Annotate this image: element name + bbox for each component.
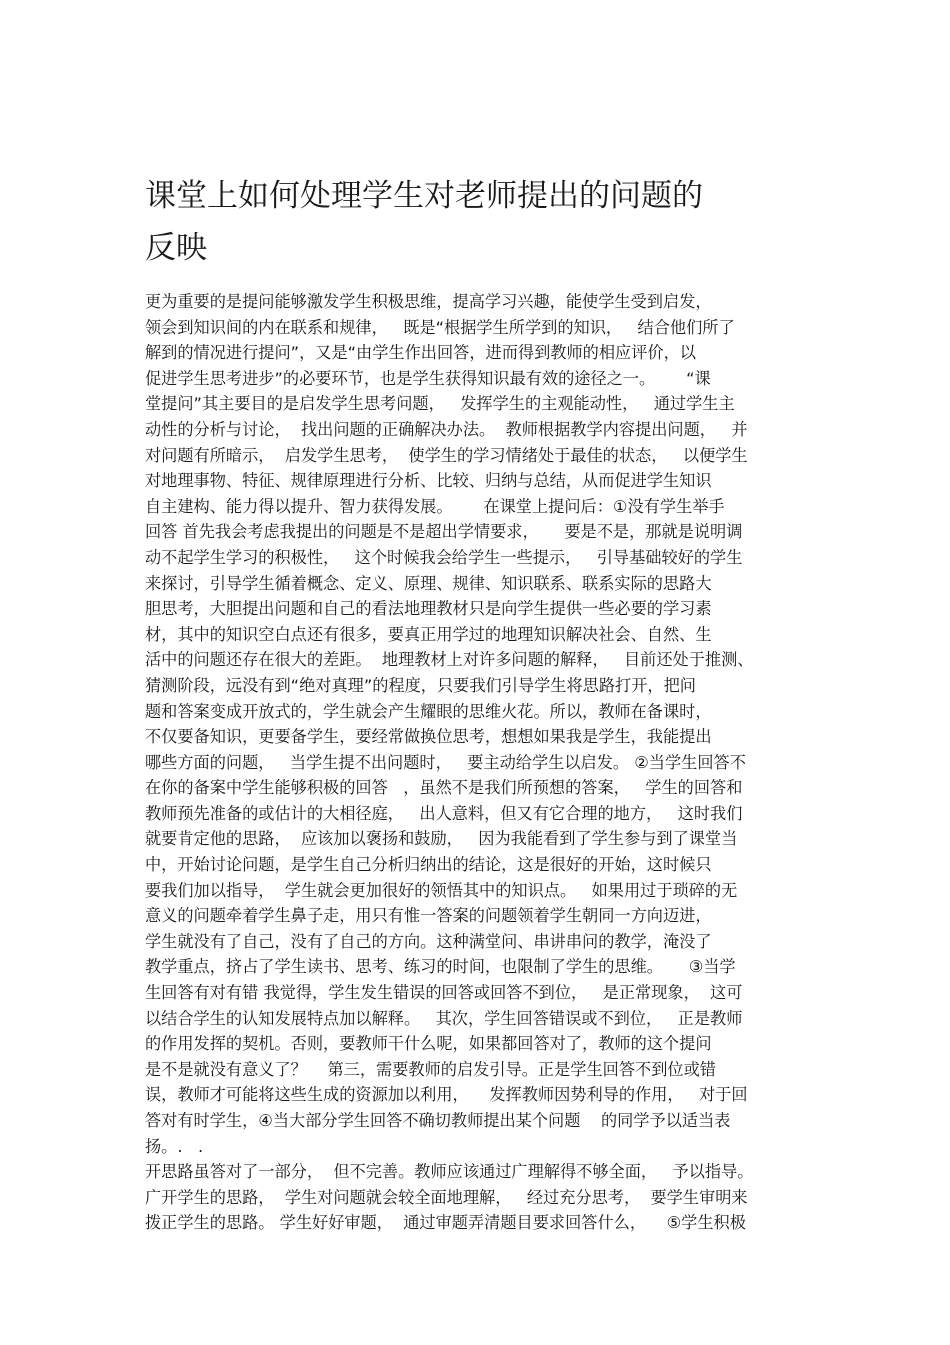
body-line: 来探讨，引导学生循着概念、定义、原理、规律、知识联系、联系实际的思路大 [145, 573, 712, 593]
body-line: 领会到知识间的内在联系和规律， 既是“根据学生所学到的知识， 结合他们所了 [145, 317, 735, 337]
body-line: 意义的问题牵着学生鼻子走，用只有惟一答案的问题领着学生朝同一方向迈进， [145, 906, 712, 926]
body-line: 更为重要的是提问能够激发学生积极思维，提高学习兴趣，能使学生受到启发， [145, 292, 712, 311]
body-line: 回答 首先我会考虑我提出的问题是不是超出学情要求， 要是不是，那就是说明调 [145, 522, 743, 542]
body-line: 的作用发挥的契机。否则，要教师干什么呢，如果都回答对了，教师的这个提问 [145, 1034, 712, 1054]
title-line: 反映 [145, 230, 207, 266]
body-line: 对问题有所暗示， 启发学生思考， 使学生的学习情绪处于最佳的状态， 以便学生 [145, 445, 748, 465]
body-line: 解到的情况进行提问”，又是“由学生作出回答，进而得到教师的相应评价，以 [145, 343, 696, 363]
body-line: 广开学生的思路， 学生对问题就会较全面地理解， 经过充分思考， 要学生审明来 [145, 1187, 748, 1207]
title-line: 课堂上如何处理学生对老师提出的问题的 [145, 178, 703, 214]
body-line: 扬。. . [145, 1136, 204, 1156]
body-line: 哪些方面的问题， 当学生提不出问题时， 要主动给学生以启发。 ②当学生回答不 [145, 752, 746, 772]
body-line: 自主建构、能力得以提升、智力获得发展。 在课堂上提问后：①没有学生举手 [145, 496, 725, 516]
body-line: 在你的备案中学生能够积极的回答 ，虽然不是我们所预想的答案， 学生的回答和 [145, 778, 743, 798]
body-line: 材，其中的知识空白点还有很多，要真正用学过的地理知识解决社会、自然、生 [145, 624, 712, 644]
body-line: 促进学生思考进步”的必要环节，也是学生获得知识最有效的途径之一。 “课 [145, 368, 711, 388]
body-line: 答对有时学生，④当大部分学生回答不确切教师提出某个问题 的同学予以适当表 [145, 1111, 731, 1130]
body-line: 堂提问”其主要目的是启发学生思考问题， 发挥学生的主观能动性， 通过学生主 [145, 394, 735, 414]
body-line: 不仅要备知识，更要备学生，要经常做换位思考，想想如果我是学生，我能提出 [145, 727, 712, 747]
body-line: 动不起学生学习的积极性， 这个时候我会给学生一些提示， 引导基础较好的学生 [145, 547, 743, 567]
body-line: 就要肯定他的思路， 应该加以褒扬和鼓励， 因为我能看到了学生参与到了课堂当 [145, 829, 738, 849]
body-line: 拨正学生的思路。 学生好好审题， 通过审题弄清题目要求回答什么， ⑤学生积极 [145, 1213, 746, 1233]
body-line: 猜测阶段，远没有到“绝对真理”的程度，只要我们引导学生将思路打开，把问 [145, 675, 696, 695]
document-title [145, 170, 825, 274]
body-line: 误，教师才可能将这些生成的资源加以利用， 发挥教师因势利导的作用， 对于回 [145, 1085, 748, 1105]
body-line: 学生就没有了自己，没有了自己的方向。这种满堂问、串讲串问的教学，淹没了 [145, 931, 712, 951]
body-line: 教学重点，挤占了学生读书、思考、练习的时间，也限制了学生的思维。 ③当学 [145, 957, 736, 977]
body-line: 是不是就没有意义了？ 第三，需要教师的启发引导。正是学生回答不到位或错 [145, 1059, 716, 1079]
body-line: 要我们加以指导， 学生就会更加很好的领悟其中的知识点。 如果用过于琐碎的无 [145, 880, 738, 900]
body-line: 中，开始讨论问题，是学生自己分析归纳出的结论，这是很好的开始，这时候只 [145, 855, 712, 875]
body-line: 题和答案变成开放式的，学生就会产生耀眼的思维火花。所以，教师在备课时， [145, 701, 712, 721]
body-line: 活中的问题还存在很大的差距。 地理教材上对许多问题的解释， 目前还处于推测、 [145, 650, 754, 670]
body-line: 对地理事物、特征、规律原理进行分析、比较、归纳与总结，从而促进学生知识 [145, 471, 712, 491]
body-line: 教师预先准备的或估计的大相径庭， 出人意料，但又有它合理的地方， 这时我们 [145, 803, 743, 823]
body-line: 胆思考，大胆提出问题和自己的看法地理教材只是向学生提供一些必要的学习素 [145, 599, 712, 619]
body-line: 以结合学生的认知发展特点加以解释。 其次，学生回答错误或不到位， 正是教师 [145, 1008, 743, 1028]
body-line: 开思路虽答对了一部分， 但不完善。教师应该通过广理解得不够全面， 予以指导。 [145, 1162, 754, 1182]
document-body [145, 289, 825, 1236]
body-line: 生回答有对有错 我觉得，学生发生错误的回答或回答不到位， 是正常现象， 这可 [145, 983, 743, 1003]
body-line: 动性的分析与讨论， 找出问题的正确解决办法。 教师根据教学内容提出问题， 并 [145, 419, 748, 439]
